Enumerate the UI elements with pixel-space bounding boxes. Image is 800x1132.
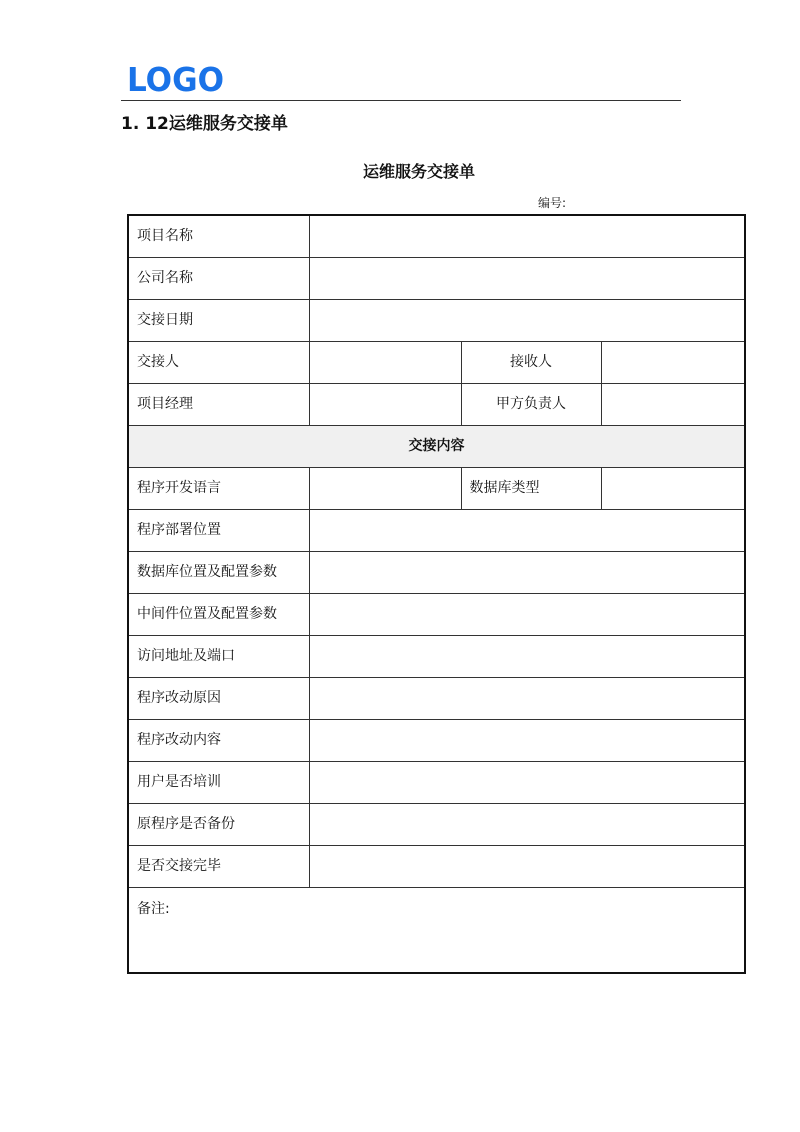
label-change-reason: 程序改动原因 <box>128 677 309 719</box>
table-row <box>128 341 745 383</box>
label-access-address-port: 访问地址及端口 <box>128 635 309 677</box>
label-deploy-location: 程序部署位置 <box>128 509 309 551</box>
label-middleware-location-config: 中间件位置及配置参数 <box>128 593 309 635</box>
handover-form-table <box>127 214 746 974</box>
db-location-config-field[interactable] <box>309 551 745 593</box>
table-row <box>128 425 745 467</box>
handover-person-field[interactable] <box>309 341 461 383</box>
access-address-port-field[interactable] <box>309 635 745 677</box>
table-row <box>128 635 745 677</box>
original-backup-field[interactable] <box>309 803 745 845</box>
svg-text:LOGO: LOGO <box>127 62 224 96</box>
section-header-handover-content: 交接内容 <box>128 425 745 467</box>
label-handover-date: 交接日期 <box>128 299 309 341</box>
table-row <box>128 383 745 425</box>
table-row <box>128 467 745 509</box>
label-change-content: 程序改动内容 <box>128 719 309 761</box>
project-name-field[interactable] <box>309 215 745 257</box>
middleware-location-config-field[interactable] <box>309 593 745 635</box>
label-remarks: 备注: <box>137 900 170 917</box>
label-receiver: 接收人 <box>461 341 601 383</box>
table-row <box>128 257 745 299</box>
label-db-location-config: 数据库位置及配置参数 <box>128 551 309 593</box>
label-project-name: 项目名称 <box>128 215 309 257</box>
label-handover-person: 交接人 <box>128 341 309 383</box>
label-client-lead: 甲方负责人 <box>461 383 601 425</box>
label-project-manager: 项目经理 <box>128 383 309 425</box>
company-name-field[interactable] <box>309 257 745 299</box>
label-original-backup: 原程序是否备份 <box>128 803 309 845</box>
table-row <box>128 299 745 341</box>
handover-complete-field[interactable] <box>309 845 745 887</box>
client-lead-field[interactable] <box>601 383 745 425</box>
label-company-name: 公司名称 <box>128 257 309 299</box>
remarks-field[interactable] <box>128 887 745 973</box>
dev-language-field[interactable] <box>309 467 461 509</box>
table-row <box>128 845 745 887</box>
change-content-field[interactable] <box>309 719 745 761</box>
table-row <box>128 719 745 761</box>
label-dev-language: 程序开发语言 <box>128 467 309 509</box>
table-row <box>128 803 745 845</box>
section-heading: 1. 12运维服务交接单 <box>121 114 288 134</box>
project-manager-field[interactable] <box>309 383 461 425</box>
table-row <box>128 593 745 635</box>
serial-number-label: 编号: <box>538 196 567 210</box>
change-reason-field[interactable] <box>309 677 745 719</box>
user-training-field[interactable] <box>309 761 745 803</box>
handover-date-field[interactable] <box>309 299 745 341</box>
deploy-location-field[interactable] <box>309 509 745 551</box>
label-db-type: 数据库类型 <box>461 467 601 509</box>
receiver-field[interactable] <box>601 341 745 383</box>
form-title: 运维服务交接单 <box>362 162 475 181</box>
table-row <box>128 887 745 973</box>
table-row <box>128 215 745 257</box>
table-row <box>128 509 745 551</box>
db-type-field[interactable] <box>601 467 745 509</box>
table-row <box>128 677 745 719</box>
label-user-training: 用户是否培训 <box>128 761 309 803</box>
label-handover-complete: 是否交接完毕 <box>128 845 309 887</box>
logo <box>127 62 227 96</box>
table-row <box>128 551 745 593</box>
table-row <box>128 761 745 803</box>
header-divider <box>121 100 681 101</box>
